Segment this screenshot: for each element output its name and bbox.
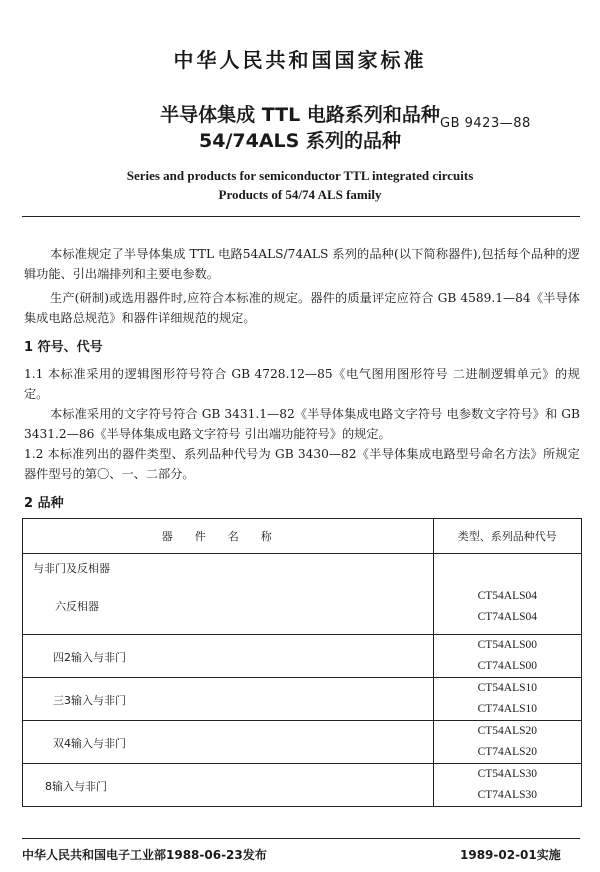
- product-name: 双4输入与非门: [53, 737, 126, 750]
- product-name: 六反相器: [55, 600, 99, 613]
- footer-divider: [22, 838, 580, 839]
- table-name-cell: [23, 764, 434, 807]
- standard-code: GB 9423—88: [440, 116, 531, 131]
- product-code: CT54ALS20: [477, 725, 537, 737]
- issue-statement: 中华人民共和国电子工业部1988-06-23发布: [22, 848, 267, 862]
- table-name-cell: [23, 554, 434, 635]
- product-code: CT74ALS04: [477, 611, 537, 623]
- clause-1-2: 1.2 本标准列出的器件类型、系列品种代号为 GB 3430—82《半导体集成电路型号命名方法》所规定器件型号的第〇、一、二部分。: [24, 447, 580, 481]
- table-name-cell: [23, 721, 434, 764]
- title-divider: [22, 216, 580, 217]
- table-code-cell: [433, 764, 581, 807]
- english-title-line-1: Series and products for semiconductor TTL integrated circuits: [126, 168, 474, 183]
- intro-paragraph-1: 本标准规定了半导体集成 TTL 电路54ALS/74ALS 系列的品种(以下简称器件),包括每个品种的逻辑功能、引出端排列和主要电参数。: [24, 247, 580, 281]
- table-row: [23, 764, 582, 807]
- table-row: [23, 554, 582, 635]
- product-code: CT74ALS20: [477, 746, 537, 758]
- product-code: CT74ALS10: [477, 703, 537, 715]
- product-code: CT74ALS00: [477, 660, 537, 672]
- table-code-cell: [433, 678, 581, 721]
- table-row: [23, 721, 582, 764]
- table-row: [23, 635, 582, 678]
- table-code-cell: [433, 554, 581, 635]
- product-table: [22, 518, 582, 807]
- intro-paragraph-2: 生产(研制)或选用器件时,应符合本标准的规定。器件的质量评定应符合 GB 4589.1—84《半导体集成电路总规范》和器件详细规范的规定。: [24, 291, 580, 325]
- title-line-1: 半导体集成 TTL 电路系列和品种: [160, 104, 440, 126]
- table-code-cell: [433, 635, 581, 678]
- column-header-name: 器件名称: [23, 519, 434, 554]
- product-name: 8输入与非门: [45, 780, 107, 793]
- english-title-line-2: Products of 54/74 ALS family: [218, 187, 382, 202]
- column-header-code: 类型、系列品种代号: [433, 519, 581, 554]
- clause-1-1-continued: 本标准采用的文字符号符合 GB 3431.1—82《半导体集成电路文字符号 电参数文字符号》和 GB 3431.2—86《半导体集成电路文字符号 引出端功能符号》的规定。: [24, 407, 580, 441]
- national-standard-header: 中华人民共和国国家标准: [173, 48, 427, 72]
- product-name: 四2输入与非门: [53, 651, 126, 664]
- table-row: [23, 678, 582, 721]
- product-code: CT54ALS00: [477, 639, 537, 651]
- product-code: CT54ALS04: [477, 590, 537, 602]
- section-1-heading: 1 符号、代号: [24, 340, 103, 355]
- table-header-row: [23, 519, 582, 554]
- table-code-cell: [433, 721, 581, 764]
- product-code: CT74ALS30: [477, 789, 537, 801]
- section-2-heading: 2 品种: [24, 496, 64, 511]
- product-name: 三3输入与非门: [53, 694, 126, 707]
- clause-1-1: 1.1 本标准采用的逻辑图形符号符合 GB 4728.12—85《电气图用图形符号 二进制逻辑单元》的规定。: [24, 367, 580, 401]
- table-name-cell: [23, 635, 434, 678]
- product-code: CT54ALS30: [477, 768, 537, 780]
- group-label: 与非门及反相器: [33, 562, 110, 575]
- table-name-cell: [23, 678, 434, 721]
- effective-date: 1989-02-01实施: [460, 848, 561, 862]
- title-line-2: 54/74ALS 系列的品种: [199, 130, 401, 152]
- product-code: CT54ALS10: [477, 682, 537, 694]
